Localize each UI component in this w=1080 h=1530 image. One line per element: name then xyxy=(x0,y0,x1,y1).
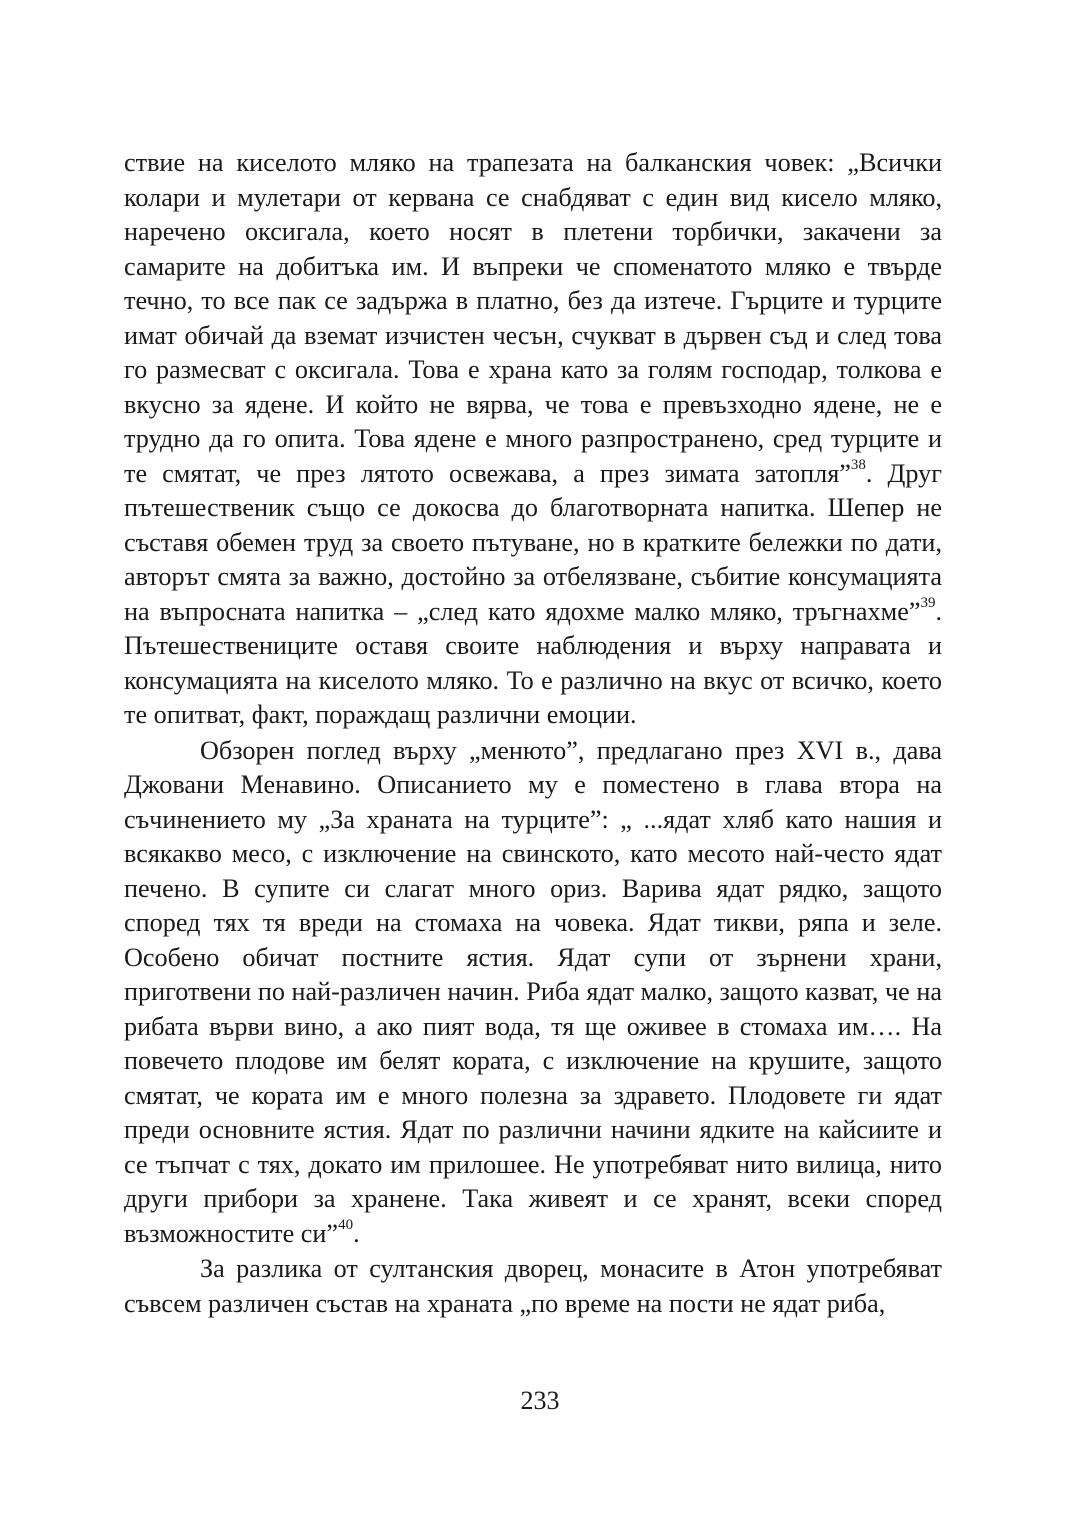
paragraph-3 xyxy=(124,1252,942,1321)
page-number: 233 xyxy=(520,1386,560,1415)
footnote-ref-40: 40 xyxy=(338,1216,354,1233)
text-run: Обзорен поглед върху „менюто”, предлагано през XVI в., дава Джовани Менавино. Описанието му е поместено в глава втора на съчинението му „За храната на турците”: „ ...ядат хляб като нашия и всякакво месо, с изключение на свинското, като месото най-често ядат печено. В супите си слагат много ориз. Варива ядат рядко, защото според тях тя вреди на стомаха на човека. Ядат тикви, ряпа и зеле. Особено обичат постните ястия. Ядат супи от зърнени храни, приготвени по най-различен начин. Риба ядат малко, защото казват, че на рибата върви вино, а ако пият вода, тя ще оживее в стомаха им…. На повечето плодове им белят кората, с изключение на крушите, защото смятат, че кората им е много полезна за здравето. Плодовете ги ядат преди основните ястия. Ядат по различни начини ядките на кайсиите и се тъпчат с тях, докато им прилошее. Не употребяват нито вилица, нито други прибори за хранене. Така живеят и се хранят, всеки според възможностите си” xyxy=(124,735,942,1248)
paragraph-1 xyxy=(124,146,942,733)
text-run: . Друг пътешественик също се докосва до благотворната напитка. Шепер не съставя обемен труд за своето пътуване, но в кратките бележки по дати, авторът смята за важно, достойно за отбелязване, събитие консумацията на въпросната напитка – „след като ядохме малко мляко, тръгнахме” xyxy=(124,458,943,626)
body-text xyxy=(124,146,942,1321)
text-run: ствие на киселото мляко на трапезата на балканския човек: „Всички колари и мулетари от кервана се снабдяват с един вид кисело мляко, наречено оксигала, което носят в плетени торбички, закачени за самарите на добитъка им. И въпреки че споменатото мляко е твърде течно, то все пак се задържа в платно, без да изтече. Гърците и турците имат обичай да вземат изчистен чесън, счукват в дървен съд и след това го размесват с оксигала. Това е храна като за голям господар, толкова е вкусно за ядене. И който не вярва, че това е превъзходно ядене, не е трудно да го опита. Това ядене е много разпространено, сред турците и те смятат, че през лятото освежава, а през зимата затопля” xyxy=(124,148,942,488)
text-run: . xyxy=(353,1218,360,1248)
footnote-ref-38: 38 xyxy=(850,456,866,473)
paragraph-2 xyxy=(124,734,942,1252)
footnote-ref-39: 39 xyxy=(920,594,936,611)
text-run: . Пътешествениците оставя своите наблюдения и върху направата и консумацията на киселото мляко. То е различно на вкус от всичко, което те опитват, факт, пораждащ различни емоции. xyxy=(124,596,942,729)
text-run: За разлика от султанския дворец, монасите в Атон употребяват съвсем различен състав на храната „по време на пости не ядат риба, xyxy=(124,1254,942,1318)
